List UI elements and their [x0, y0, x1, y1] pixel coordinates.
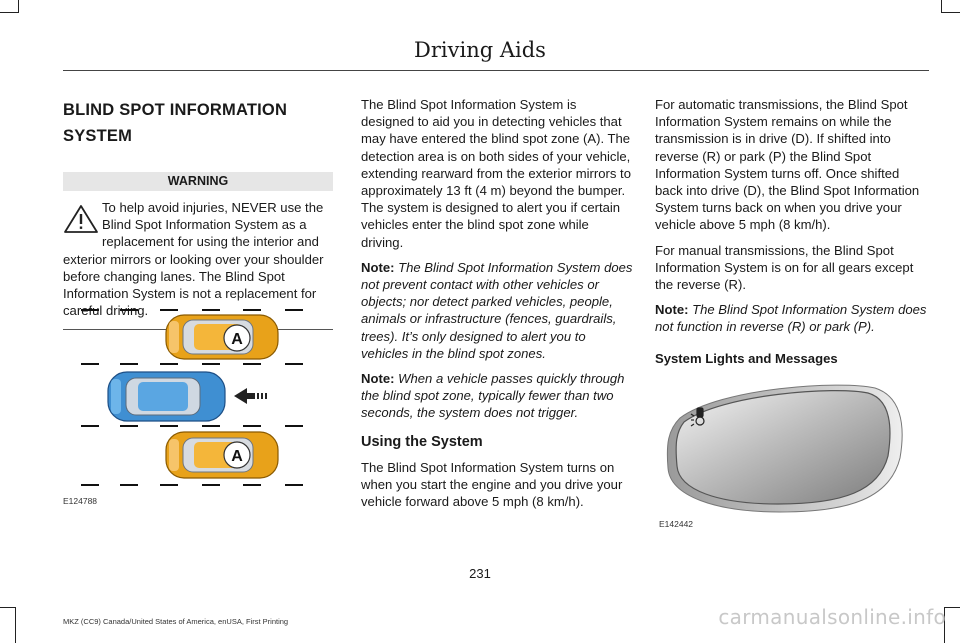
zone-label-bottom: [224, 442, 250, 468]
note: [655, 301, 927, 335]
paragraph: The Blind Spot Information System turns on when you start the engine and you drive your vehicle forward above 5 mph (8 km/h).: [361, 459, 623, 510]
direction-arrow-icon: [234, 388, 267, 404]
warning-triangle-icon: [63, 204, 99, 234]
car-blue: [108, 372, 225, 421]
note-text: The Blind Spot Information System does not prevent contact with other vehicles or objects; nor detect parked vehicles, people, animals or infrastructure (fences, guardrails, trees). It’s only designed to alert you to vehicles in the blind spot zones.: [361, 259, 633, 361]
edition-footer: MKZ (CC9) Canada/United States of America, enUSA, First Printing: [63, 617, 289, 626]
note: [361, 259, 633, 362]
note-text: When a vehicle passes quickly through the blind spot zone, typically fewer than two seconds, the system does not trigger.: [361, 371, 625, 421]
column-1: [63, 97, 335, 330]
watermark: carmanualsonline.info: [718, 605, 946, 629]
subheading-system-lights: System Lights and Messages: [655, 350, 838, 366]
crop-mark: [18, 0, 19, 13]
note-text: The Blind Spot Information System does not function in reverse (R) or park (P).: [655, 302, 927, 335]
note: [361, 370, 633, 422]
paragraph: For manual transmissions, the Blind Spot Information System is on for all gears except the reverse (R).: [655, 242, 914, 293]
crop-mark: [941, 0, 942, 13]
crop-mark: [942, 12, 960, 13]
paragraph: For automatic transmissions, the Blind Spot Information System remains on while the transmission is in drive (D). If shifted into reverse (R) or park (P) the Blind Spot Information System turns off. Once shifted back into drive (D), the Blind Spot Information System turns back on when you drive your vehicle above 5 mph (8 km/h).: [655, 97, 920, 233]
column-2: [361, 96, 633, 518]
warning-label: WARNING: [63, 172, 333, 191]
figure-code-left: E124788: [63, 496, 98, 506]
column-3: [655, 96, 927, 367]
crop-mark: [15, 607, 16, 643]
car-top-lane: [166, 315, 278, 359]
section-title-line-1: BLIND SPOT INFORMATION: [63, 101, 288, 119]
note-label: Note:: [361, 371, 395, 387]
section-title-line-2: SYSTEM: [63, 127, 133, 145]
note-label: Note:: [361, 259, 395, 275]
section-title: [63, 97, 335, 149]
zone-label-top: [224, 325, 250, 351]
paragraph: The Blind Spot Information System is designed to aid you in detecting vehicles that may have entered the blind spot zone (A). The detection area is on both sides of your vehicle, extending rearward from the exterior mirrors to approximately 13 ft (4 m) beyond the bumper. The system is designed to alert you if certain vehicles enter the blind spot zone while driving.: [361, 97, 631, 250]
page-number: 231: [469, 566, 491, 581]
crop-mark: [0, 607, 16, 608]
warning-text: To help avoid injuries, NEVER use the Blind Spot Information System as a replacement for using the interior and exterior mirrors or looking over your shoulder before changing lanes. The Blind Spot Information System is not a replacement for careful driving.: [63, 200, 324, 319]
crop-mark: [944, 607, 960, 608]
blind-spot-zone-diagram: [63, 302, 335, 492]
header-rule: [63, 70, 929, 71]
page-header-title: Driving Aids: [414, 38, 546, 62]
subheading-using-the-system: Using the System: [361, 433, 483, 450]
note-label: Note:: [655, 302, 689, 318]
figure-code-right: E142442: [659, 519, 694, 529]
zone-label-a-bottom: A: [231, 448, 243, 465]
zone-label-a-top: A: [231, 331, 243, 348]
car-bottom-lane: [166, 432, 278, 478]
crop-mark: [0, 12, 18, 13]
side-mirror-illustration: [660, 378, 910, 518]
